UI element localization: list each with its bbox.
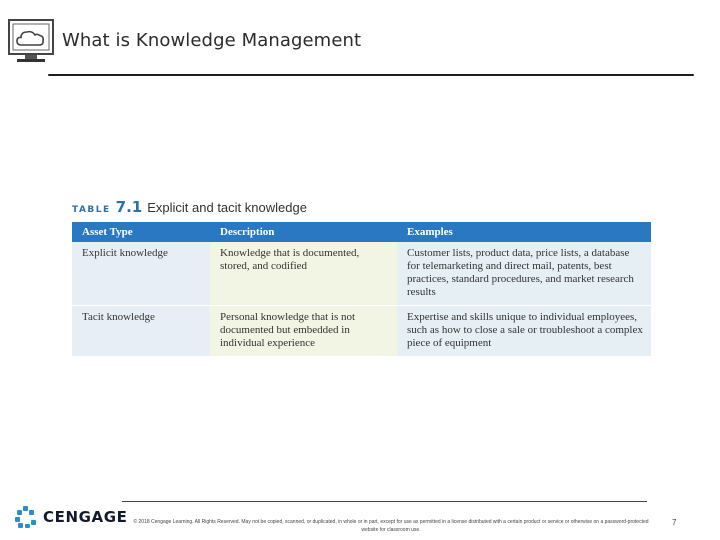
table-cell-examples: Customer lists, product data, price lists, a database for telemarketing and direct mail, patents, best practices, standard procedures, and market research results: [397, 242, 651, 306]
table-cell-description: Knowledge that is documented, stored, and codified: [210, 242, 397, 306]
table-cell-description: Personal knowledge that is not documented but embedded in individual experience: [210, 306, 397, 357]
footer-divider: [122, 501, 647, 502]
column-header-examples: Examples: [397, 222, 651, 242]
table-caption-number: 7.1: [115, 198, 143, 216]
table-cell-asset-type: Tacit knowledge: [72, 306, 210, 357]
table-caption-text: Explicit and tacit knowledge: [147, 200, 307, 215]
table-caption-label: TABLE: [72, 205, 111, 215]
cengage-logo-icon: [14, 505, 38, 529]
table-cell-examples: Expertise and skills unique to individual employees, such as how to close a sale or troubleshoot a complex piece of equipment: [397, 306, 651, 357]
column-header-asset-type: Asset Type: [72, 222, 210, 242]
knowledge-table: [72, 222, 651, 356]
table-caption: [72, 198, 307, 216]
column-header-description: Description: [210, 222, 397, 242]
title-divider: [48, 74, 694, 76]
table-cell-asset-type: Explicit knowledge: [72, 242, 210, 306]
brand-name: CENGAGE: [43, 508, 128, 526]
copyright-notice: © 2018 Cengage Learning. All Rights Reserved. May not be copied, scanned, or duplicated, in whole or in part, except for use as permitted in a license distributed with a certain product or service or otherwise on a password-protected website for classroom use.: [133, 519, 649, 533]
table-row: [72, 306, 651, 357]
page-number: 7: [672, 518, 677, 527]
cloud-computer-icon: [7, 18, 55, 64]
table-row: [72, 242, 651, 306]
table-header-row: [72, 222, 651, 242]
slide-title: What is Knowledge Management: [62, 30, 362, 51]
